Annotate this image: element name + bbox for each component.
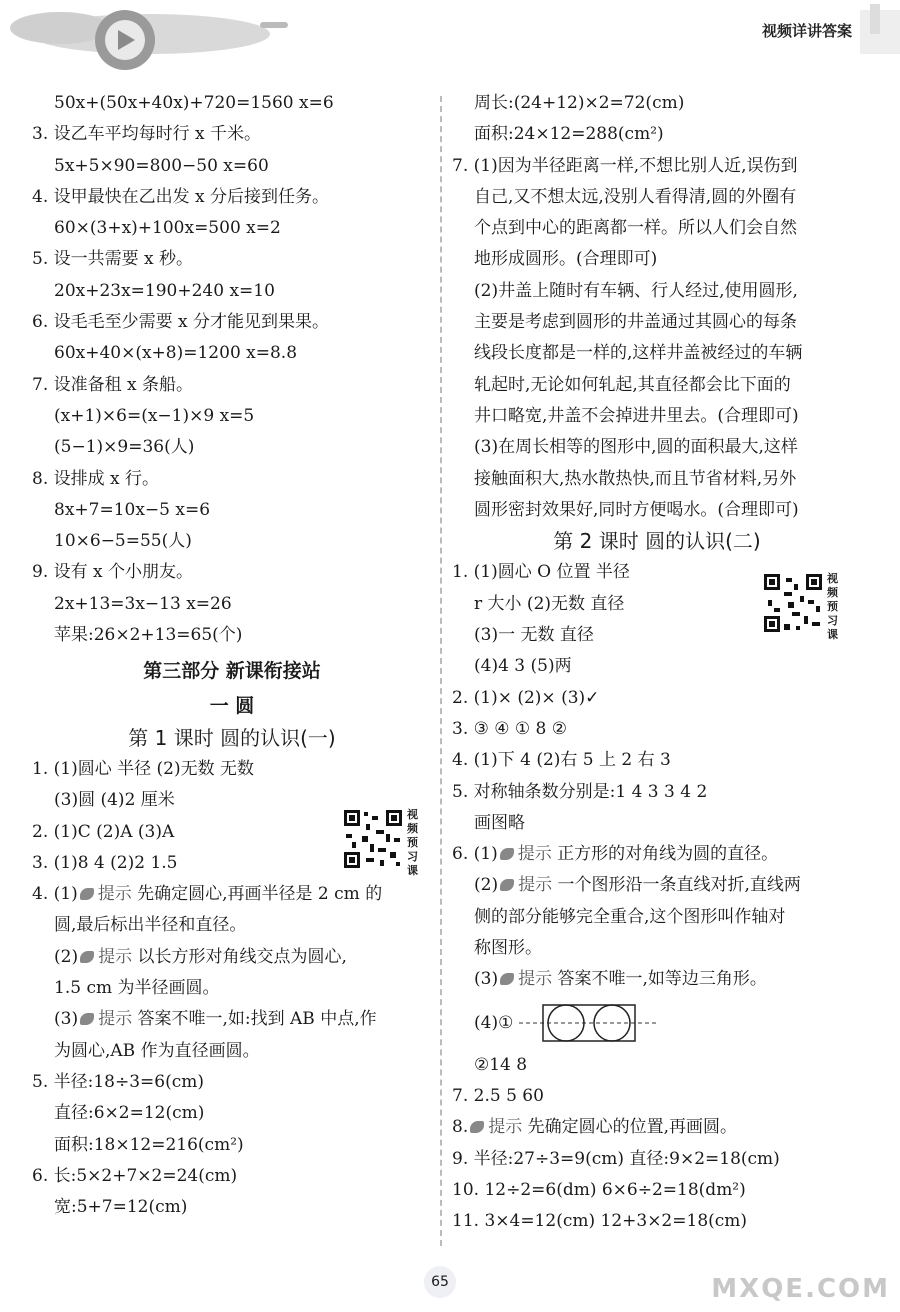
qr-code-block[interactable] bbox=[762, 572, 841, 642]
answer-line: 线段长度都是一样的,这样井盖被经过的车辆 bbox=[474, 343, 803, 364]
answer-line: 5. 设一共需要 x 秒。 bbox=[32, 249, 194, 270]
hint-text: 答案不唯一,如:找到 AB 中点,作 bbox=[137, 1009, 377, 1030]
answer-line: 侧的部分能够完全重合,这个图形叫作轴对 bbox=[474, 906, 786, 927]
hint-label: 提示 bbox=[518, 969, 553, 990]
answer-line: 20x+23x=190+240 x=10 bbox=[54, 280, 275, 301]
answer-line: ②14 8 bbox=[474, 1054, 528, 1075]
answer-line: 2x+13=3x−13 x=26 bbox=[54, 593, 232, 614]
header-title: 视频详讲答案 bbox=[761, 22, 852, 40]
qr-code-icon[interactable] bbox=[342, 808, 404, 870]
hint-label: 提示 bbox=[98, 946, 133, 967]
answer-line: (3)在周长相等的图形中,圆的面积最大,这样 bbox=[474, 437, 798, 458]
answer-line bbox=[32, 942, 432, 973]
answer-line: 7. (1)因为半径距离一样,不想比别人近,误伤到 bbox=[452, 155, 798, 176]
answer-line: (3)一 无数 直径 bbox=[474, 625, 594, 646]
answer-line: 7. 2.5 5 60 bbox=[452, 1085, 544, 1106]
question-number: (2) bbox=[54, 946, 79, 967]
answer-line: 60x+40×(x+8)=1200 x=8.8 bbox=[54, 343, 298, 364]
answer-line: 50x+(50x+40x)+720=1560 x=6 bbox=[54, 93, 334, 113]
hint-icon bbox=[500, 848, 514, 860]
answer-line: 1. (1)圆心 O 位置 半径 bbox=[452, 562, 630, 583]
answer-line: 3. 设乙车平均每时行 x 千米。 bbox=[32, 124, 262, 145]
answer-line: 5x+5×90=800−50 x=60 bbox=[54, 155, 269, 176]
hint-icon bbox=[470, 1121, 484, 1133]
answer-line: 轧起时,无论如何轧起,其直径都会比下面的 bbox=[474, 374, 791, 395]
answer-line: 井口略宽,井盖不会掉进井里去。(合理即可) bbox=[474, 405, 799, 426]
lesson-title: 第 2 课时 圆的认识(二) bbox=[553, 529, 761, 554]
answer-line: 接触面积大,热水散热快,而且节省材料,另外 bbox=[474, 468, 797, 489]
answer-line: 1. (1)圆心 半径 (2)无数 无数 bbox=[32, 758, 254, 779]
answer-line: 圆形密封效果好,同时方便喝水。(合理即可) bbox=[474, 499, 799, 520]
answer-line: 60×(3+x)+100x=500 x=2 bbox=[54, 218, 281, 239]
answer-line: 9. 设有 x 个小朋友。 bbox=[32, 562, 194, 583]
answer-line: 圆,最后标出半径和直径。 bbox=[54, 915, 247, 936]
hint-text: 答案不唯一,如等边三角形。 bbox=[557, 969, 767, 990]
answer-line: 8x+7=10x−5 x=6 bbox=[54, 499, 211, 520]
answer-line bbox=[452, 996, 862, 1050]
answer-line: 称图形。 bbox=[474, 938, 542, 959]
hint-text: 先确定圆心,再画半径是 2 cm 的 bbox=[137, 884, 383, 905]
answer-line: 6. 设毛毛至少需要 x 分才能见到果果。 bbox=[32, 312, 330, 333]
answer-line: 5. 对称轴条数分别是:1 4 3 3 4 2 bbox=[452, 781, 708, 802]
header-banner-decoration bbox=[0, 0, 300, 80]
answer-line: (5−1)×9=36(人) bbox=[54, 437, 195, 458]
hint-label: 提示 bbox=[97, 884, 132, 905]
answer-line: 周长:(24+12)×2=72(cm) bbox=[474, 93, 685, 113]
question-number: (2) bbox=[474, 875, 499, 896]
lesson-title: 第 1 课时 圆的认识(一) bbox=[128, 725, 336, 750]
answer-line: 11. 3×4=12(cm) 12+3×2=18(cm) bbox=[452, 1211, 748, 1232]
question-number: (3) bbox=[54, 1009, 79, 1030]
hint-icon bbox=[80, 951, 94, 963]
answer-line: (x+1)×6=(x−1)×9 x=5 bbox=[54, 405, 255, 426]
hint-icon bbox=[500, 973, 514, 985]
answer-line: 5. 半径:18÷3=6(cm) bbox=[32, 1071, 205, 1092]
answer-line: 个点到中心的距离都一样。所以人们会自然 bbox=[474, 218, 797, 239]
answer-line: 3. (1)8 4 (2)2 1.5 bbox=[32, 852, 178, 873]
hint-label: 提示 bbox=[488, 1117, 523, 1138]
unit-title: 一 圆 bbox=[209, 695, 255, 718]
question-number: 6. (1) bbox=[452, 844, 498, 865]
corner-decoration bbox=[860, 0, 900, 60]
question-number: 8. bbox=[452, 1117, 469, 1138]
answer-line: 4. 设甲最快在乙出发 x 分后接到任务。 bbox=[32, 186, 330, 207]
answer-line: (4)4 3 (5)两 bbox=[474, 656, 572, 677]
hint-text: 一个图形沿一条直线对折,直线两 bbox=[557, 875, 801, 896]
hint-text: 先确定圆心的位置,再画圆。 bbox=[527, 1117, 738, 1138]
answer-line: 4. (1)下 4 (2)右 5 上 2 右 3 bbox=[452, 750, 671, 771]
answer-line: 苹果:26×2+13=65(个) bbox=[54, 625, 243, 646]
answer-line bbox=[452, 839, 862, 870]
answer-line: 7. 设准备租 x 条船。 bbox=[32, 374, 194, 395]
answer-line: 画图略 bbox=[474, 812, 525, 833]
question-number: 4. (1) bbox=[32, 884, 78, 905]
answer-line: 直径:6×2=12(cm) bbox=[54, 1103, 205, 1124]
answer-line: 宽:5+7=12(cm) bbox=[54, 1197, 188, 1218]
answer-line: 为圆心,AB 作为直径画圆。 bbox=[54, 1040, 260, 1061]
answer-line: (3)圆 (4)2 厘米 bbox=[54, 790, 175, 811]
two-circles-in-rectangle-figure bbox=[519, 1003, 659, 1043]
answer-line: 主要是考虑到圆形的井盖通过其圆心的每条 bbox=[474, 312, 797, 333]
qr-label: 视频预习课 bbox=[407, 808, 418, 877]
answer-line bbox=[32, 1004, 432, 1035]
answer-line: 10×6−5=55(人) bbox=[54, 531, 192, 552]
answer-line bbox=[452, 964, 862, 995]
answer-line: 面积:18×12=216(cm²) bbox=[54, 1134, 244, 1155]
sub-answer-label: (4)① bbox=[474, 1012, 514, 1033]
answer-line: 3. ③ ④ ① 8 ② bbox=[452, 718, 568, 739]
answer-line bbox=[452, 1112, 862, 1143]
page-number: 65 bbox=[424, 1266, 456, 1298]
qr-code-block[interactable] bbox=[342, 808, 421, 878]
answer-line: 6. 长:5×2+7×2=24(cm) bbox=[32, 1165, 238, 1186]
answer-line: 9. 半径:27÷3=9(cm) 直径:9×2=18(cm) bbox=[452, 1148, 780, 1169]
hint-icon bbox=[500, 879, 514, 891]
answer-line: 面积:24×12=288(cm²) bbox=[474, 124, 664, 145]
hint-icon bbox=[80, 1013, 94, 1025]
hint-label: 提示 bbox=[517, 844, 552, 865]
answer-line: 1.5 cm 为半径画圆。 bbox=[54, 978, 220, 999]
column-divider bbox=[440, 96, 442, 1246]
right-column bbox=[452, 88, 862, 1237]
hint-label: 提示 bbox=[518, 875, 553, 896]
answer-line bbox=[32, 879, 432, 910]
answer-line: r 大小 (2)无数 直径 bbox=[474, 593, 625, 614]
hint-text: 正方形的对角线为圆的直径。 bbox=[557, 844, 779, 865]
hint-label: 提示 bbox=[98, 1009, 133, 1030]
left-column bbox=[32, 88, 432, 1223]
hint-icon bbox=[80, 888, 94, 900]
answer-line: (2)井盖上随时有车辆、行人经过,使用圆形, bbox=[474, 280, 798, 301]
answer-line: 2. (1)C (2)A (3)A bbox=[32, 821, 175, 842]
answer-line: 地形成圆形。(合理即可) bbox=[474, 249, 658, 270]
hint-text: 以长方形对角线交点为圆心, bbox=[137, 946, 347, 967]
answer-line bbox=[452, 870, 862, 901]
answer-line: 2. (1)× (2)× (3)✓ bbox=[452, 687, 600, 708]
answer-line: 自己,又不想太远,没别人看得清,圆的外圈有 bbox=[474, 186, 797, 207]
answer-line: 8. 设排成 x 行。 bbox=[32, 468, 160, 489]
qr-code-icon[interactable] bbox=[762, 572, 824, 634]
answer-line: 10. 12÷2=6(dm) 6×6÷2=18(dm²) bbox=[452, 1179, 746, 1200]
watermark: MXQE.COM bbox=[711, 1274, 890, 1304]
part-title: 第三部分 新课衔接站 bbox=[143, 660, 321, 683]
qr-label: 视频预习课 bbox=[827, 572, 838, 641]
question-number: (3) bbox=[474, 969, 499, 990]
